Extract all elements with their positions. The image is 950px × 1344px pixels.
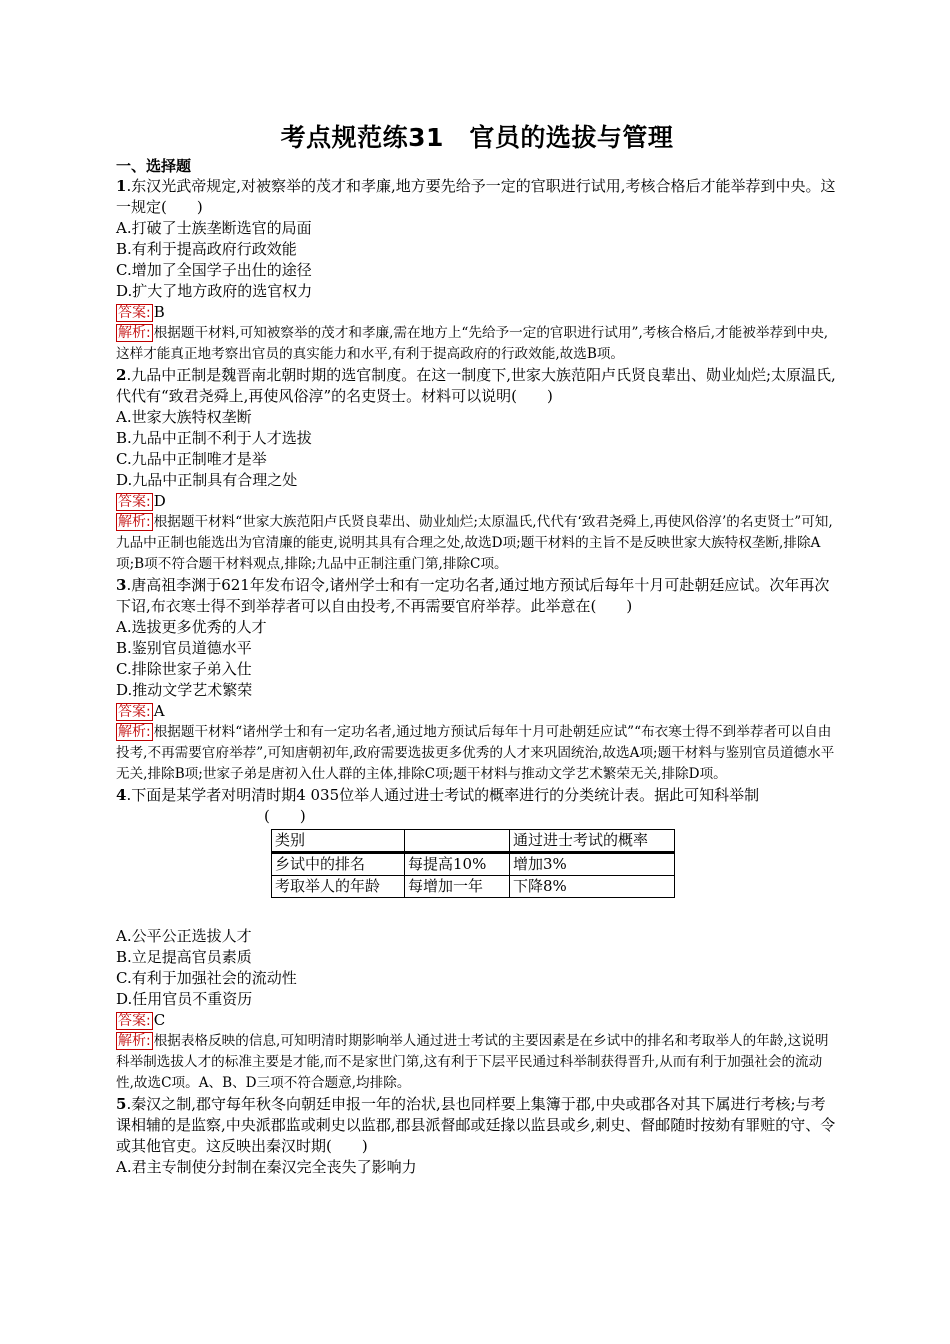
answer-value: C [153, 1011, 166, 1029]
answer-line [116, 701, 838, 722]
page-title: 考点规范练31 官员的选拔与管理 [280, 123, 674, 152]
explanation-text: 根据表格反映的信息,可知明清时期影响举人通过进士考试的主要因素是在乡试中的排名和考取举人的年龄,这说明科举制选拔人才的标准主要是才能,而不是家世门第,这有利于下层平民通过科举制获得晋升,从而有利于加强社会的流动性,故选C项。A、B、D三项不符合题意,均排除。 [116, 1033, 829, 1091]
answer-value: D [153, 492, 166, 510]
answer-line [116, 302, 838, 323]
explanation-tag: 解析: [118, 724, 151, 740]
question-text: .九品中正制是魏晋南北朝时期的选官制度。在这一制度下,世家大族范阳卢氏贤良辈出、勋业灿烂;太原温氏,代代有“致君尧舜上,再使风俗淳”的名吏贤士。材料可以说明( ) [116, 366, 836, 405]
option-b: B.立足提高官员素质 [116, 948, 252, 966]
question-2 [116, 365, 838, 575]
table-cell: 乡试中的排名 [272, 853, 405, 876]
table-row [272, 876, 675, 898]
question-number: 3 [116, 576, 127, 594]
answer-tag: 答案: [118, 1013, 151, 1029]
answer-line [116, 1010, 838, 1031]
section-heading: 一、选择题 [116, 157, 192, 175]
question-number: 1 [116, 177, 127, 195]
option-b: B.九品中正制不利于人才选拔 [116, 429, 312, 447]
question-stem [116, 176, 838, 218]
explanation-tag: 解析: [118, 1033, 151, 1049]
option-c: C.排除世家子弟入仕 [116, 660, 252, 678]
explanation [116, 722, 838, 785]
question-stem [116, 785, 838, 827]
explanation-text: 根据题干材料“世家大族范阳卢氏贤良辈出、勋业灿烂;太原温氏,代代有‘致君尧舜上,再使风俗淳’的名吏贤士”可知,九品中正制也能选出为官清廉的能吏,说明其具有合理之处,故选D项;题干材料的主旨不是反映世家大族特权垄断,排除A项;B项不符合题干材料观点,排除;九品中正制注重门第,排除C项。 [116, 514, 833, 572]
table-row [272, 853, 675, 876]
table-cell: 每增加一年 [405, 876, 510, 898]
option-d: D.任用官员不重资历 [116, 990, 253, 1008]
question-3 [116, 575, 838, 785]
question-number: 4 [116, 786, 127, 804]
question-stem [116, 575, 838, 617]
explanation-text: 根据题干材料,可知被察举的茂才和孝廉,需在地方上“先给予一定的官职进行试用”,考核合格后,才能被举荐到中央,这样才能真正地考察出官员的真实能力和水平,有利于提高政府的行政效能,故选B项。 [116, 325, 829, 362]
table-header-row [272, 830, 675, 853]
option-a: A.选拔更多优秀的人才 [116, 618, 267, 636]
answer-value: A [153, 702, 165, 720]
option-a: A.君主专制使分封制在秦汉完全丧失了影响力 [116, 1158, 417, 1176]
table-cell: 考取举人的年龄 [272, 876, 405, 898]
table-header-cell [405, 830, 510, 853]
answer-tag: 答案: [118, 494, 151, 510]
question-1 [116, 176, 838, 365]
question-number: 2 [116, 366, 127, 384]
table-cell: 增加3% [510, 853, 675, 876]
option-d: D.九品中正制具有合理之处 [116, 471, 298, 489]
question-4 [116, 785, 838, 1094]
table-cell: 下降8% [510, 876, 675, 898]
option-b: B.鉴别官员道德水平 [116, 639, 252, 657]
option-c: C.九品中正制唯才是举 [116, 450, 267, 468]
explanation [116, 512, 838, 575]
question-text: .下面是某学者对明清时期4 035位举人通过进士考试的概率进行的分类统计表。据此可知科举制 [126, 786, 760, 804]
answer-line [116, 491, 838, 512]
answer-blank: ( ) [264, 807, 306, 825]
document-page [116, 118, 838, 1178]
answer-value: B [153, 303, 165, 321]
option-d: D.推动文学艺术繁荣 [116, 681, 253, 699]
question-number: 5 [116, 1095, 127, 1113]
question-text: .东汉光武帝规定,对被察举的茂才和孝廉,地方要先给予一定的官职进行试用,考核合格后才能举荐到中央。这一规定( ) [116, 177, 836, 216]
explanation-tag: 解析: [118, 325, 151, 341]
question-stem [116, 1094, 838, 1157]
explanation-text: 根据题干材料“诸州学士和有一定功名者,通过地方预试后每年十月可赴朝廷应试”“布衣寒士得不到举荐者可以自由投考,不再需要官府举荐”,可知唐朝初年,政府需要选拔更多优秀的人才来巩固统治,故选A项;题干材料与鉴别官员道德水平无关,排除B项;世家子弟是唐初入仕人群的主体,排除C项;题干材料与推动文学艺术繁荣无关,排除D项。 [116, 724, 835, 782]
option-a: A.公平公正选拔人才 [116, 927, 252, 945]
question-stem [116, 365, 838, 407]
explanation [116, 323, 838, 365]
question-text: .秦汉之制,郡守每年秋冬向朝廷申报一年的治状,县也同样要上集簿于郡,中央或郡各对其下属进行考核;与考课相辅的是监察,中央派郡监或刺史以监郡,郡县派督邮或廷掾以监县或乡,刺史、督邮随时按劾有罪赃的守、令或其他官吏。这反映出秦汉时期( ) [116, 1095, 836, 1155]
explanation [116, 1031, 838, 1094]
answer-tag: 答案: [118, 305, 151, 321]
option-c: C.增加了全国学子出仕的途径 [116, 261, 312, 279]
question-5 [116, 1094, 838, 1178]
question-text: .唐高祖李渊于621年发布诏令,诸州学士和有一定功名者,通过地方预试后每年十月可赴朝廷应试。次年再次下诏,布衣寒士得不到举荐者可以自由投考,不再需要官府举荐。此举意在( ) [116, 576, 830, 615]
table-cell: 每提高10% [405, 853, 510, 876]
option-c: C.有利于加强社会的流动性 [116, 969, 297, 987]
option-b: B.有利于提高政府行政效能 [116, 240, 297, 258]
answer-tag: 答案: [118, 704, 151, 720]
statistics-table [271, 829, 675, 898]
option-d: D.扩大了地方政府的选官权力 [116, 282, 313, 300]
option-a: A.世家大族特权垄断 [116, 408, 252, 426]
table-header-cell: 通过进士考试的概率 [510, 830, 675, 853]
explanation-tag: 解析: [118, 514, 151, 530]
option-a: A.打破了士族垄断选官的局面 [116, 219, 312, 237]
table-header-cell: 类别 [272, 830, 405, 853]
